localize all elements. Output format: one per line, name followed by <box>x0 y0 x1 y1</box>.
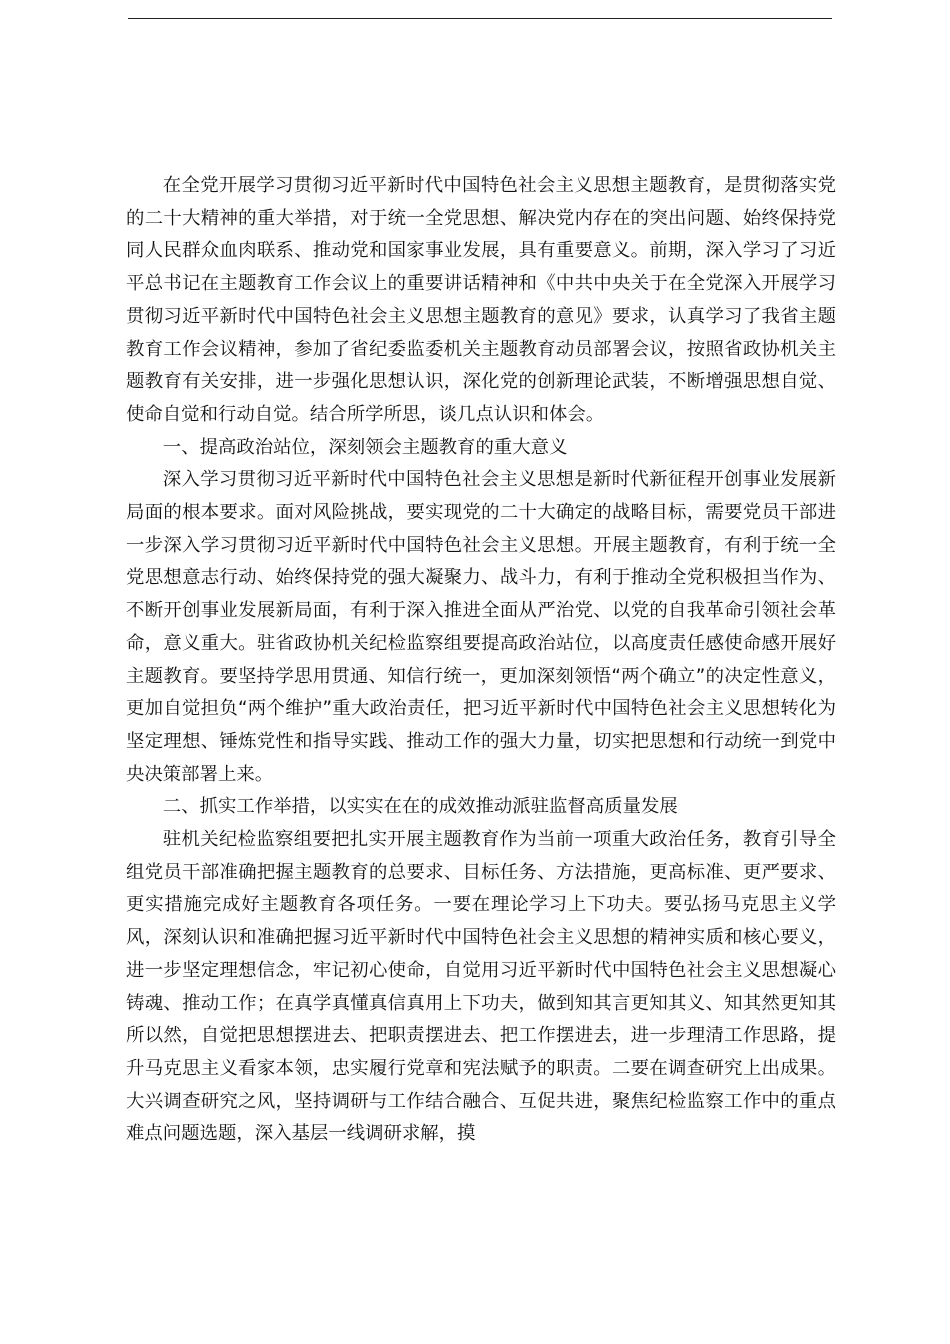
paragraph-intro: 在全党开展学习贯彻习近平新时代中国特色社会主义思想主题教育，是贯彻落实党的二十大精神的重大举措，对于统一全党思想、解决党内存在的突出问题、始终保持党同人民群众血肉联系、推动党和国家事业发展，具有重要意义。前期，深入学习了习近平总书记在主题教育工作会议上的重要讲话精神和《中共中央关于在全党深入开展学习贯彻习近平新时代中国特色社会主义思想主题教育的意见》要求，认真学习了我省主题教育工作会议精神，参加了省纪委监委机关主题教育动员部署会议，按照省政协机关主题教育有关安排，进一步强化思想认识，深化党的创新理论武装，不断增强思想自觉、使命自觉和行动自觉。结合所学所思，谈几点认识和体会。 <box>126 175 836 425</box>
document-body <box>126 170 836 1151</box>
section-heading-1: 一、提高政治站位，深刻领会主题教育的重大意义 <box>162 436 568 458</box>
paragraph-section-2: 驻机关纪检监察组要把扎实开展主题教育作为当前一项重大政治任务，教育引导全组党员干部准确把握主题教育的总要求、目标任务、方法措施，更高标准、更严要求、更实措施完成好主题教育各项任务。一要在理论学习上下功夫。要弘扬马克思主义学风，深刻认识和准确把握习近平新时代中国特色社会主义思想的精神实质和核心要义，进一步坚定理想信念，牢记初心使命，自觉用习近平新时代中国特色社会主义思想凝心铸魂、推动工作；在真学真懂真信真用上下功夫，做到知其言更知其义、知其然更知其所以然，自觉把思想摆进去、把职责摆进去、把工作摆进去，进一步理清工作思路，提升马克思主义看家本领，忠实履行党章和宪法赋予的职责。二要在调查研究上出成果。大兴调查研究之风，坚持调研与工作结合融合、互促共进，聚焦纪检监察工作中的重点难点问题选题，深入基层一线调研求解，摸 <box>126 829 836 1145</box>
header-rule <box>128 18 832 19</box>
paragraph-section-1: 深入学习贯彻习近平新时代中国特色社会主义思想是新时代新征程开创事业发展新局面的根本要求。面对风险挑战，要实现党的二十大确定的战略目标，需要党员干部进一步深入学习贯彻习近平新时代中国特色社会主义思想。开展主题教育，有利于统一全党思想意志行动、始终保持党的强大凝聚力、战斗力，有利于推动全党积极担当作为、不断开创事业发展新局面，有利于深入推进全面从严治党、以党的自我革命引领社会革命，意义重大。驻省政协机关纪检监察组要提高政治站位，以高度责任感使命感开展好主题教育。要坚持学思用贯通、知信行统一，更加深刻领悟“两个确立”的决定性意义，更加自觉担负“两个维护”重大政治责任，把习近平新时代中国特色社会主义思想转化为坚定理想、锤炼党性和指导实践、推动工作的强大力量，切实把思想和行动统一到党中央决策部署上来。 <box>126 469 836 785</box>
section-heading-2: 二、抓实工作举措，以实实在在的成效推动派驻监督高质量发展 <box>162 796 678 818</box>
